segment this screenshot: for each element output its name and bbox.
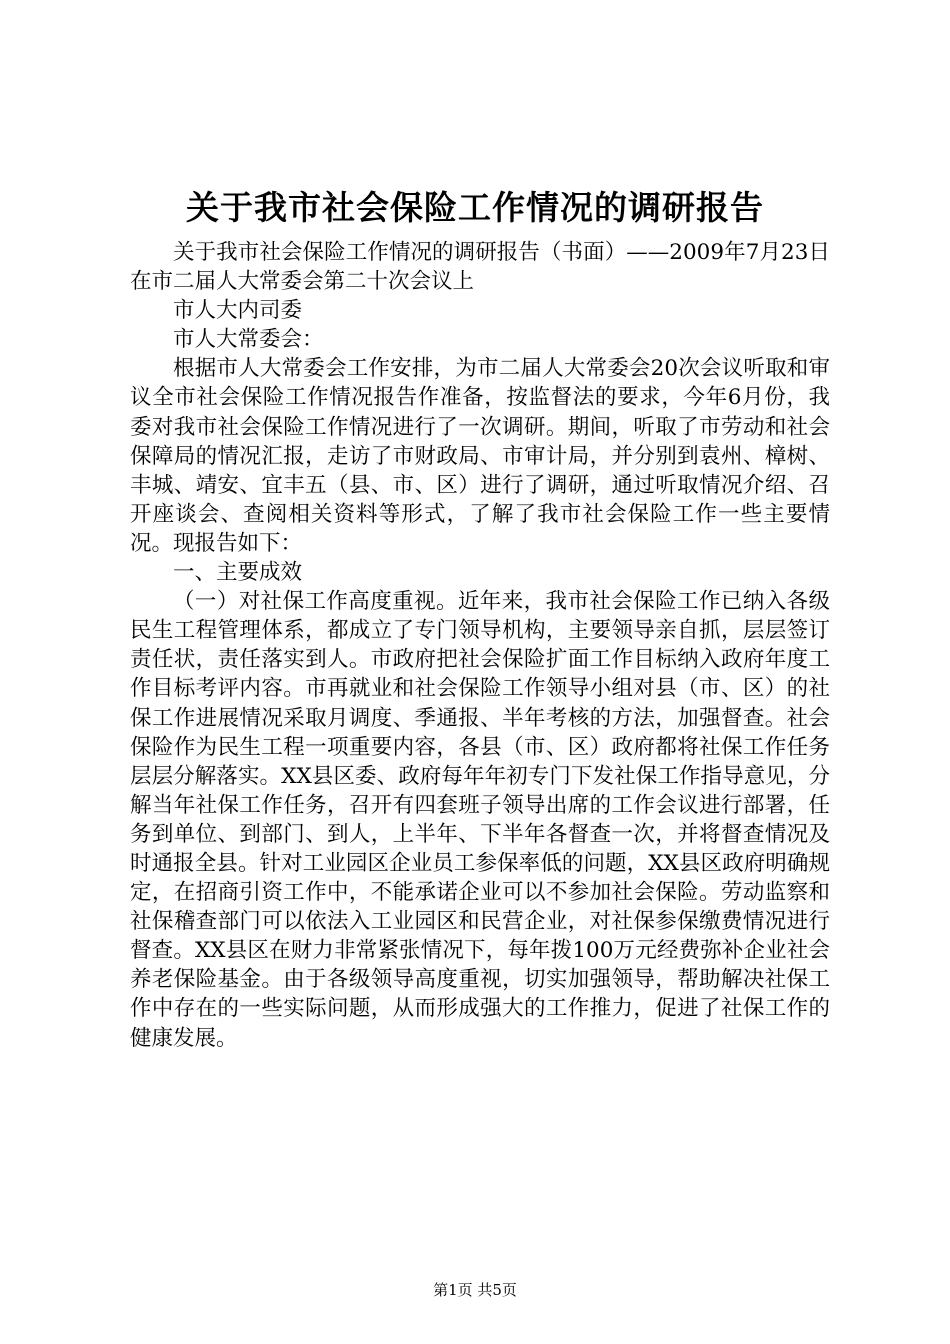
body-paragraph: 根据市人大常委会工作安排，为市二届人大常委会20次会议听取和审议全市社会保险工作情况报告作准备，按监督法的要求，今年6月份，我委对我市社会保险工作情况进行了一次调研。期间，听取了市劳动和社会保障局的情况汇报，走访了市财政局、市审计局，并分别到袁州、樟树、丰城、靖安、宜丰五（县、市、区）进行了调研，通过听取情况介绍、召开座谈会、查阅相关资料等形式，了解了我市社会保险工作一些主要情况。现报告如下： bbox=[130, 356, 830, 556]
salutation-line: 市人大常委会： bbox=[173, 327, 324, 353]
page-number-footer: 第1页 共5页 bbox=[433, 1281, 517, 1299]
author-line: 市人大内司委 bbox=[173, 298, 303, 324]
document-body bbox=[130, 238, 830, 1053]
document-title: 关于我市社会保险工作情况的调研报告 bbox=[186, 188, 764, 227]
section-heading: 一、主要成效 bbox=[173, 560, 303, 586]
intro-paragraph: 关于我市社会保险工作情况的调研报告（书面）——2009年7月23日在市二届人大常委会第二十次会议上 bbox=[130, 240, 830, 295]
body-paragraph: （一）对社保工作高度重视。近年来，我市社会保险工作已纳入各级民生工程管理体系，都成立了专门领导机构，主要领导亲自抓，层层签订责任状，责任落实到人。市政府把社会保险扩面工作目标纳入政府年度工作目标考评内容。市再就业和社会保险工作领导小组对县（市、区）的社保工作进展情况采取月调度、季通报、半年考核的方法，加强督查。社会保险作为民生工程一项重要内容，各县（市、区）政府都将社保工作任务层层分解落实。XX县区委、政府每年年初专门下发社保工作指导意见，分解当年社保工作任务，召开有四套班子领导出席的工作会议进行部署，任务到单位、到部门、到人，上半年、下半年各督查一次，并将督查情况及时通报全县。针对工业园区企业员工参保率低的问题，XX县区政府明确规定，在招商引资工作中，不能承诺企业可以不参加社会保险。劳动监察和社保稽查部门可以依法入工业园区和民营企业，对社保参保缴费情况进行督查。XX县区在财力非常紧张情况下，每年拨100万元经费弥补企业社会养老保险基金。由于各级领导高度重视，切实加强领导，帮助解决社保工作中存在的一些实际问题，从而形成强大的工作推力，促进了社保工作的健康发展。 bbox=[130, 589, 830, 1051]
